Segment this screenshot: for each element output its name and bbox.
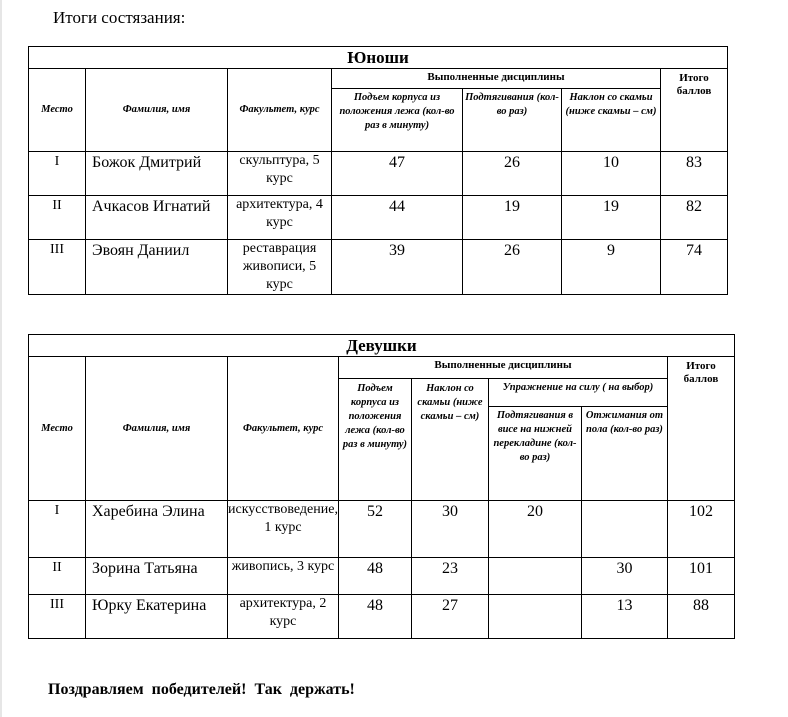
score-cell: 44 [332,196,463,240]
place-cell: III [29,595,86,639]
document-title: Итоги состязания: [53,8,186,27]
total-cell: 88 [667,595,734,639]
name-cell: Эвоян Даниил [86,240,228,295]
table-row [29,595,735,639]
score-cell [488,558,581,595]
score-cell: 13 [581,595,667,639]
score-cell: 30 [581,558,667,595]
faculty-cell: скульптура, 5 курс [228,152,332,196]
table-row [29,196,728,240]
header-name: Фамилия, имя [86,69,228,152]
faculty-cell: искусствоведение, 1 курс [228,501,339,558]
header-strength-choice: Упражнение на силу ( на выбор) [488,379,667,407]
header-disciplines: Выполненные дисциплины [338,357,667,379]
table-row [29,152,728,196]
table-row [29,240,728,295]
place-cell: II [29,196,86,240]
congratulations-text: Поздравляем победителей! Так держать! [48,681,355,698]
score-cell: 26 [463,152,562,196]
name-cell: Харебина Элина [86,501,228,558]
score-cell [581,501,667,558]
faculty-cell: архитектура, 4 курс [228,196,332,240]
score-cell: 47 [332,152,463,196]
name-cell: Ачкасов Игнатий [86,196,228,240]
header-name: Фамилия, имя [86,357,228,501]
header-place: Место [29,69,86,152]
score-cell: 26 [463,240,562,295]
score-cell: 39 [332,240,463,295]
header-place: Место [29,357,86,501]
name-cell: Юрку Екатерина [86,595,228,639]
header-situps: Подъем корпуса из положения лежа (кол-во раз в минуту) [338,379,411,501]
total-cell: 74 [661,240,728,295]
header-bend: Наклон со скамьи (ниже скамьи – см) [411,379,488,501]
boys-caption: Юноши [29,47,728,69]
header-pullups: Подтягивания (кол-во раз) [463,89,562,152]
place-cell: I [29,152,86,196]
score-cell: 30 [411,501,488,558]
header-disciplines: Выполненные дисциплины [332,69,661,89]
total-cell: 82 [661,196,728,240]
total-cell: 102 [667,501,734,558]
place-cell: II [29,558,86,595]
header-faculty: Факультет, курс [228,357,339,501]
header-hanging-pullups: Подтягивания в висе на нижней перекладине (кол-во раз) [488,407,581,501]
score-cell: 48 [338,595,411,639]
name-cell: Божок Дмитрий [86,152,228,196]
place-cell: III [29,240,86,295]
table-row [29,501,735,558]
header-total: Итого баллов [667,357,734,501]
header-pushups: Отжимания от пола (кол-во раз) [581,407,667,501]
place-cell: I [29,501,86,558]
score-cell: 10 [562,152,661,196]
table-row [29,558,735,595]
score-cell [488,595,581,639]
header-total: Итого баллов [661,69,728,152]
score-cell: 23 [411,558,488,595]
score-cell: 27 [411,595,488,639]
girls-results-table [28,334,735,639]
faculty-cell: живопись, 3 курс [228,558,339,595]
header-bend: Наклон со скамьи (ниже скамьи – см) [562,89,661,152]
total-cell: 83 [661,152,728,196]
score-cell: 19 [463,196,562,240]
score-cell: 20 [488,501,581,558]
score-cell: 48 [338,558,411,595]
faculty-cell: реставрация живописи, 5 курс [228,240,332,295]
name-cell: Зорина Татьяна [86,558,228,595]
score-cell: 19 [562,196,661,240]
faculty-cell: архитектура, 2 курс [228,595,339,639]
girls-caption: Девушки [29,335,735,357]
score-cell: 9 [562,240,661,295]
header-faculty: Факультет, курс [228,69,332,152]
page-edge [0,0,2,717]
total-cell: 101 [667,558,734,595]
score-cell: 52 [338,501,411,558]
boys-results-table [28,46,728,295]
header-situps: Подъем корпуса из положения лежа (кол-во раз в минуту) [332,89,463,152]
